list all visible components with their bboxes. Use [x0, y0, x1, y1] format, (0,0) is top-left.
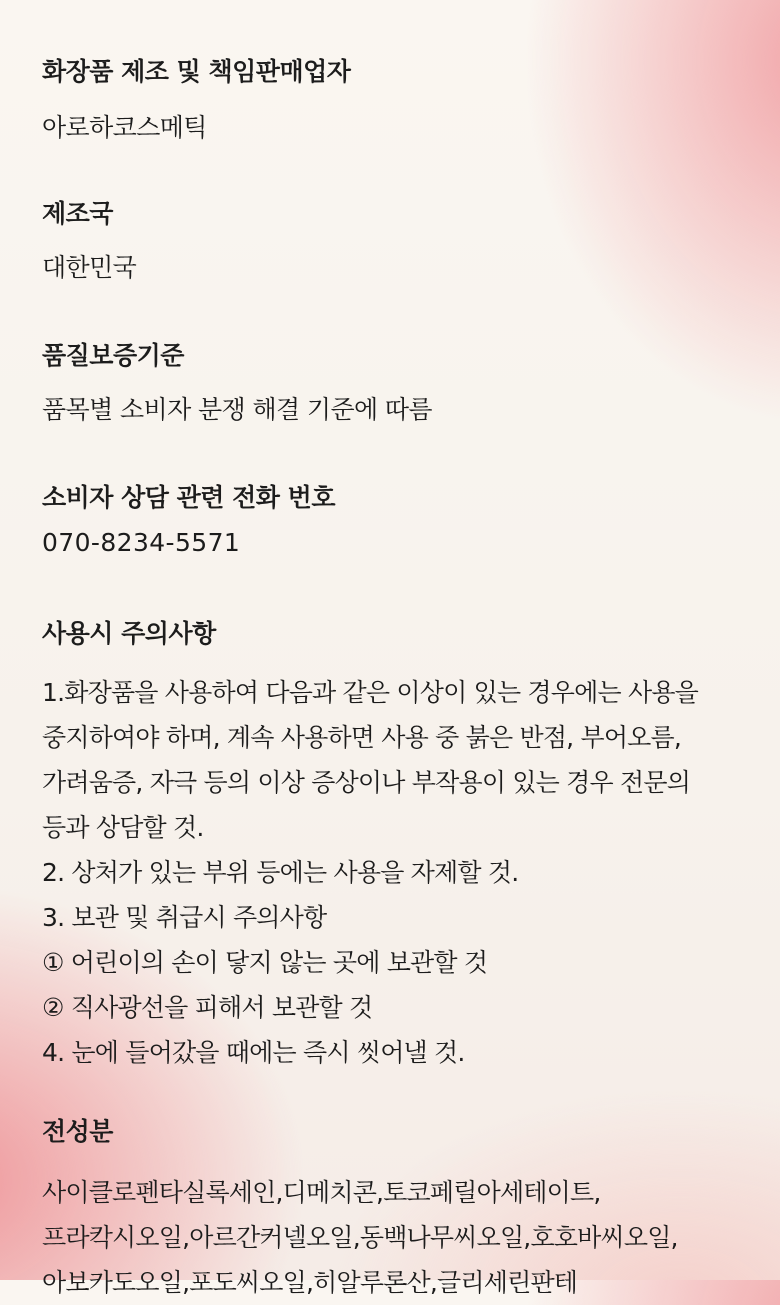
precautions-list [42, 670, 742, 1075]
quality-standard-value: 품목별 소비자 분쟁 해결 기준에 따름 [42, 395, 432, 424]
quality-standard-heading: 품질보증기준 [42, 341, 184, 370]
ingredient-line: 사이클로펜타실록세인,디메치콘,토코페릴아세테이트, [42, 1178, 601, 1207]
country-value: 대한민국 [42, 253, 137, 282]
precaution-line: ① 어린이의 손이 닿지 않는 곳에 보관할 것 [42, 948, 488, 977]
precautions-heading: 사용시 주의사항 [42, 619, 216, 648]
precaution-line: 1.화장품을 사용하여 다음과 같은 이상이 있는 경우에는 사용을 [42, 678, 699, 707]
contact-heading: 소비자 상담 관련 전화 번호 [42, 483, 335, 512]
precaution-line: 4. 눈에 들어갔을 때에는 즉시 씻어낼 것. [42, 1038, 465, 1067]
precaution-line: 중지하여야 하며, 계속 사용하면 사용 중 붉은 반점, 부어오름, [42, 723, 682, 752]
ingredients-list [42, 1170, 742, 1305]
manufacturer-value: 아로하코스메틱 [42, 113, 207, 142]
ingredient-line: 아보카도오일,포도씨오일,히알루론산,글리세린판테 [42, 1268, 578, 1297]
ingredients-heading: 전성분 [42, 1117, 113, 1146]
precaution-line: 가려움증, 자극 등의 이상 증상이나 부작용이 있는 경우 전문의 [42, 768, 691, 797]
contact-phone: 070-8234-5571 [42, 528, 241, 557]
precaution-line: 등과 상담할 것. [42, 813, 204, 842]
country-heading: 제조국 [42, 199, 113, 228]
precaution-line: ② 직사광선을 피해서 보관할 것 [42, 993, 373, 1022]
manufacturer-heading: 화장품 제조 및 책임판매업자 [42, 57, 351, 86]
precaution-line: 3. 보관 및 취급시 주의사항 [42, 903, 327, 932]
precaution-line: 2. 상처가 있는 부위 등에는 사용을 자제할 것. [42, 858, 519, 887]
ingredient-line: 프라칵시오일,아르간커넬오일,동백나무씨오일,호호바씨오일, [42, 1223, 678, 1252]
